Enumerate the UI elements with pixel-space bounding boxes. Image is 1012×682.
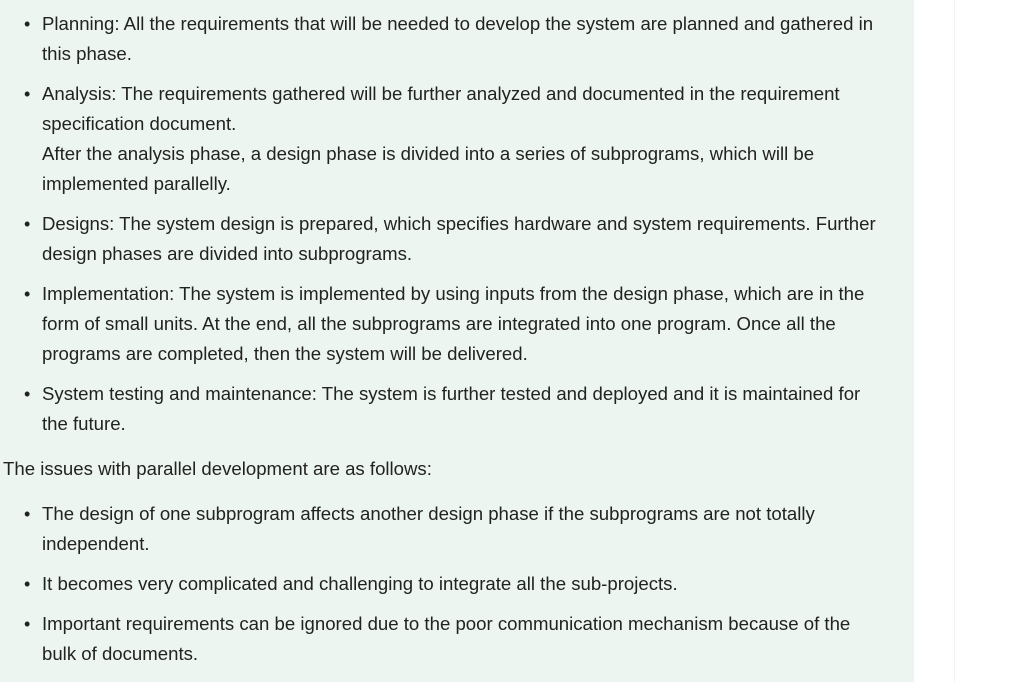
list-item-text: Designs: The system design is prepared, which specifies hardware and system requirements. Further design phases are divided into subprograms.: [42, 213, 876, 264]
list-item-text: It becomes very complicated and challenging to integrate all the sub-projects.: [42, 573, 678, 594]
list-item-text: System testing and maintenance: The system is further tested and deployed and it is maintained for the future.: [42, 383, 861, 434]
bullet-icon: •: [24, 504, 31, 524]
list-item: [0, 9, 914, 69]
list-item: [0, 79, 914, 199]
bullet-icon: •: [24, 214, 31, 234]
list-item: [0, 279, 914, 369]
divider: [954, 0, 955, 682]
list-item: [0, 379, 914, 439]
phases-list: [0, 9, 914, 449]
list-item: [0, 499, 914, 559]
list-item-text: Analysis: The requirements gathered will be further analyzed and documented in the requirement specification document.: [42, 83, 840, 134]
list-item-text: Implementation: The system is implemented by using inputs from the design phase, which are in the form of small units. At the end, all the subprograms are integrated into one program. Once all the programs are completed, then the system will be delivered.: [42, 283, 865, 364]
right-sidebar: [914, 0, 1012, 682]
bullet-icon: •: [24, 384, 31, 404]
bullet-icon: •: [24, 574, 31, 594]
issues-intro: The issues with parallel development are as follows:: [3, 458, 432, 479]
bullet-icon: •: [24, 284, 31, 304]
list-item: [0, 209, 914, 269]
list-item-text: The design of one subprogram affects another design phase if the subprograms are not totally independent.: [42, 503, 815, 554]
list-item-text: Important requirements can be ignored due to the poor communication mechanism because of the bulk of documents.: [42, 613, 851, 664]
bullet-icon: •: [24, 84, 31, 104]
list-item-note: After the analysis phase, a design phase is divided into a series of subprograms, which will be implemented parallelly.: [42, 143, 815, 194]
issues-list: [0, 499, 914, 679]
bullet-icon: •: [24, 14, 31, 34]
bullet-icon: •: [24, 614, 31, 634]
list-item: [0, 569, 914, 599]
list-item: [0, 609, 914, 669]
list-item-text: Planning: All the requirements that will be needed to develop the system are planned and gathered in this phase.: [42, 13, 874, 64]
